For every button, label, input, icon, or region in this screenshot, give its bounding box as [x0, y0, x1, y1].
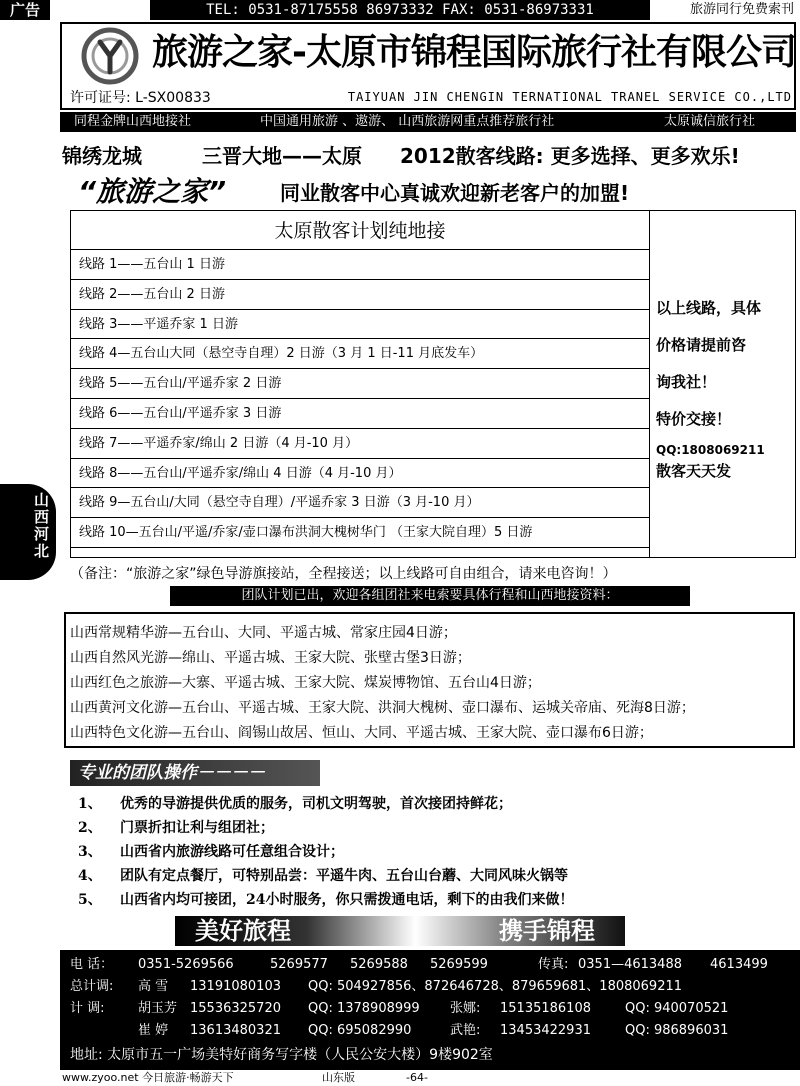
manager-phone: 13191080103	[190, 979, 281, 994]
side-line: 特价交接！	[656, 410, 732, 428]
route-row: 线路 9—五台山/大同（悬空寺自理）/平遥乔家 3 日游（3 月-10 月）	[70, 488, 650, 518]
planner-qq: QQ: 940070521	[625, 1001, 729, 1016]
license-number: 许可证号: L-SX00833	[70, 90, 211, 106]
ops-text: 山西省内均可接团，24小时服务，你只需拨通电话，剩下的由我们来做！	[120, 892, 574, 908]
ops-num: 1、	[78, 796, 102, 812]
y-circle-logo-icon	[80, 26, 140, 86]
planner-name: 胡玉芳	[138, 1001, 178, 1016]
partner-item: 太原诚信旅行社	[664, 114, 756, 129]
routes-title: 太原散客计划纯地接	[70, 210, 650, 250]
routes-side-text	[656, 290, 796, 438]
fax-number: 4613499	[710, 957, 768, 972]
tour-line: 山西红色之旅游—大寨、平遥古城、王家大院、煤炭博物馆、五台山4日游；	[70, 675, 541, 691]
ops-text: 优秀的导游提供优质的服务，司机文明驾驶，首次接团持鲜花；	[120, 796, 512, 812]
tour-line: 山西黄河文化游—五台山、平遥古城、王家大院、洪洞大槐树、壶口瀑布、运城关帝庙、死海8日游；	[70, 700, 695, 716]
ops-text: 团队有定点餐厅，可特别品尝：平遥牛肉、五台山台蘑、大同风味火锅等	[120, 868, 568, 884]
slogan-part: 2012散客线路: 更多选择、更多欢乐!	[400, 144, 740, 168]
manager-label: 总计调:	[70, 979, 114, 994]
phone-label: 电 话：	[70, 957, 114, 972]
manager-qq: QQ: 504927856、872646728、879659681、1808069211	[308, 979, 683, 994]
index-label: 旅游同行免费索刊	[689, 2, 794, 17]
footer-edition: 山东版	[322, 1071, 355, 1084]
phone-number: 0351-5269566	[138, 957, 234, 972]
planner-name: 崔 婷	[138, 1023, 169, 1038]
fax-number: 0351—4613488	[578, 957, 682, 972]
ad-label: 广告	[0, 0, 50, 20]
ops-text: 门票折扣让利与组团社；	[120, 820, 274, 836]
tour-line: 山西常规精华游—五台山、大同、平遥古城、常家庄园4日游；	[70, 625, 457, 641]
banner-right: 携手锦程	[415, 916, 625, 946]
ops-num: 3、	[78, 844, 102, 860]
tour-line: 山西自然风光游—绵山、平遥古城、王家大院、张壁古堡3日游；	[70, 650, 471, 666]
partners-bar	[60, 112, 796, 132]
tour-line: 山西特色文化游—五台山、阎锡山故居、恒山、大同、平遥古城、王家大院、壶口瀑布6日游；	[70, 725, 653, 741]
planner-phone: 15135186108	[500, 1001, 591, 1016]
footer-site: www.zyoo.net 今日旅游·畅游天下	[62, 1071, 234, 1084]
banner-left: 美好旅程	[175, 916, 415, 946]
slogan-line-1	[62, 140, 798, 172]
planner-phone: 13453422931	[500, 1023, 591, 1038]
side-line: 价格请提前咨	[656, 336, 747, 354]
route-row: 线路 3——平遥乔家 1 日游	[70, 310, 650, 340]
side-qq: QQ:1808069211	[656, 443, 765, 457]
side-daily: 散客天天发	[656, 462, 732, 480]
company-name: 旅游之家-太原市锦程国际旅行社有限公司	[152, 32, 796, 73]
page-footer	[60, 1070, 800, 1086]
region-tab-label: 山西河北	[32, 492, 50, 560]
partner-item: 同程金牌山西地接社	[74, 114, 192, 129]
planner-qq: QQ: 1378908999	[308, 1001, 420, 1016]
route-row: 线路 1——五台山 1 日游	[70, 250, 650, 280]
ops-title: 专业的团队操作－－－－	[70, 760, 320, 786]
planner-qq: QQ: 986896031	[625, 1023, 729, 1038]
route-row: 线路 10—五台山/平遥/乔家/壶口瀑布洪洞大槐树华门 （王家大院自理）5 日游	[70, 518, 650, 548]
ops-item	[78, 792, 798, 816]
slogan-part: 三晋大地——太原	[202, 144, 362, 168]
route-row: 线路 2——五台山 2 日游	[70, 280, 650, 310]
route-row: 线路 6——五台山/平遥乔家 3 日游	[70, 399, 650, 429]
ops-num: 2、	[78, 820, 102, 836]
route-row: 线路 4—五台山大同（悬空寺自理）2 日游（3 月 1 日-11 月底发车）	[70, 339, 650, 369]
ops-item	[78, 816, 798, 840]
planner-qq: QQ: 695082990	[308, 1023, 412, 1038]
slogan-rest: 同业散客中心真诚欢迎新老客户的加盟!	[280, 181, 630, 205]
slogan-brand: “旅游之家”	[78, 175, 227, 208]
side-line: 以上线路，具体	[656, 299, 762, 317]
ops-text: 山西省内旅游线路可任意组合设计；	[120, 844, 344, 860]
contact-address: 地址: 太原市五一广场美特好商务写字楼（人民公安大楼）9楼902室	[70, 1047, 493, 1063]
planner-name: 武艳:	[450, 1023, 481, 1038]
company-english-name: TAIYUAN JIN CHENGIN TERNATIONAL TRANEL SERVICE CO.,LTD	[347, 90, 792, 104]
partner-item: 中国通用旅游 、遨游、 山西旅游网重点推荐旅行社	[260, 114, 555, 129]
ops-item	[78, 888, 798, 912]
slogan-line-2	[60, 174, 800, 210]
manager-name: 高 雪	[138, 979, 169, 994]
ops-num: 4、	[78, 868, 102, 884]
routes-note: （备注：“旅游之家”绿色导游旗接站，全程接送；以上线路可自由组合，请来电咨询！）	[70, 566, 617, 582]
ops-item	[78, 840, 798, 864]
side-line: 询我社！	[656, 373, 717, 391]
planner-phone: 13613480321	[190, 1023, 281, 1038]
planner-name: 张娜:	[450, 1001, 481, 1016]
phone-number: 5269599	[430, 957, 488, 972]
ops-num: 5、	[78, 892, 102, 908]
planner-label: 计 调:	[70, 1001, 105, 1016]
phone-number: 5269588	[350, 957, 408, 972]
route-row: 线路 7——平遥乔家/绵山 2 日游（4 月-10 月）	[70, 429, 650, 459]
top-contact-strip: TEL: 0531-87175558 86973332 FAX: 0531-86973331	[150, 0, 650, 20]
ops-item	[78, 864, 798, 888]
page-number: -64-	[406, 1071, 428, 1084]
planner-phone: 15536325720	[190, 1001, 281, 1016]
route-row: 线路 8——五台山/平遥乔家/绵山 4 日游（4 月-10 月）	[70, 459, 650, 489]
fax-label: 传真:	[538, 957, 569, 972]
group-plan-banner: 团队计划已出，欢迎各组团社来电索要具体行程和山西地接资料：	[170, 586, 690, 606]
slogan-part: 锦绣龙城	[62, 144, 142, 168]
phone-number: 5269577	[270, 957, 328, 972]
route-row: 线路 5——五台山/平遥乔家 2 日游	[70, 369, 650, 399]
